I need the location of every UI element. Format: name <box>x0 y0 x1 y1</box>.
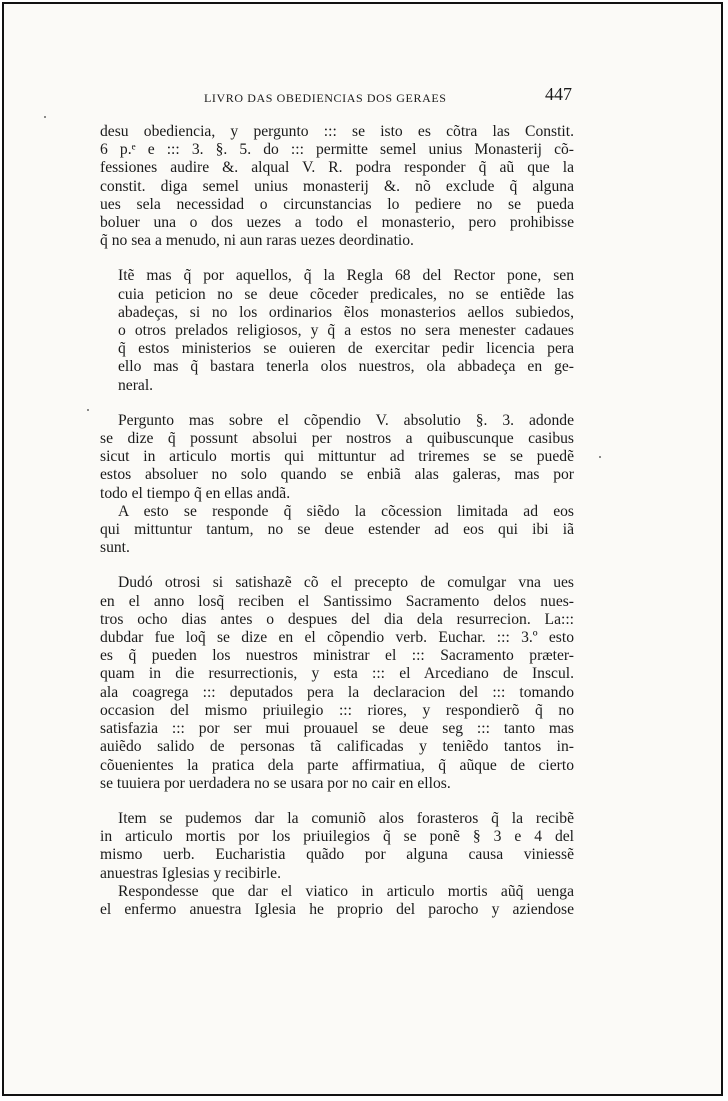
text-line: ello mas q̃ bastara tenerla olos nuestros, ola abbadeça en ge- <box>118 358 574 376</box>
text-line: estos absoluer no solo quando se enbiã alas galeras, mas por <box>100 466 574 484</box>
margin-speck <box>87 409 89 411</box>
book-page <box>100 84 574 919</box>
body-text <box>100 123 574 919</box>
margin-speck <box>599 456 601 458</box>
text-line: boluer una o dos uezes a todo el monasterio, pero prohibisse <box>100 214 574 232</box>
text-line: sicut in articulo mortis qui mittuntur ad triremes se se puedẽ <box>100 448 574 466</box>
margin-speck <box>44 116 46 118</box>
text-line: tros ocho dias antes o despues del dia dela resurrecion. La::: <box>100 610 574 628</box>
paragraph-1 <box>100 123 574 250</box>
text-line: cuia peticion no se deue cõceder predicales, no se entiẽde las <box>118 285 574 303</box>
running-title: LIVRO DAS OBEDIENCIAS DOS GERAES <box>204 91 447 105</box>
paragraph-6 <box>100 810 574 883</box>
text-line: o otros prelados religiosos, y q̃ a estos no sera menester cadaues <box>118 322 574 340</box>
text-line: A esto se responde q̃ siẽdo la cõcession limitada ad eos <box>118 502 574 520</box>
text-line: Item se pudemos dar la comuniõ alos forasteros q̃ la recibẽ <box>118 809 574 827</box>
paragraph-2 <box>100 267 574 394</box>
text-line: todo el tiempo q̃ en ellas andã. <box>100 484 291 502</box>
text-line: satisfazia ::: por ser mui prouauel se deue seg ::: tanto mas <box>100 720 574 738</box>
text-line: in articulo mortis por los priuilegios q̃ se ponẽ § 3 e 4 del <box>100 828 574 846</box>
text-line: cõuenientes la pratica dela parte affirmatiua, q̃ aũque de cierto <box>100 756 574 774</box>
paragraph-5 <box>100 574 574 792</box>
text-line: auiẽdo salido de personas tã calificadas y teniẽdo tantos in- <box>100 738 574 756</box>
text-line: se dize q̃ possunt absolui per nostros a quibuscunque casibus <box>100 430 574 448</box>
page-number: 447 <box>545 84 572 104</box>
running-head <box>100 84 574 108</box>
text-line: dubdar fue loq̃ se dize en el cõpendio verb. Euchar. ::: 3.º esto <box>100 629 574 647</box>
text-line: desu obediencia, y pergunto ::: se isto es cõtra las Constit. <box>100 123 574 140</box>
text-line: es q̃ pueden los nuestros ministrar el ::: Sacramento præter- <box>100 647 574 665</box>
text-line: Respondesse que dar el viatico in articulo mortis aũq̃ uenga <box>118 882 574 900</box>
text-line: Itẽ mas q̃ por aquellos, q̃ la Regla 68 del Rector pone, sen <box>118 267 574 285</box>
paragraph-4 <box>100 503 574 558</box>
text-line: 6 p.ᵉ e ::: 3. §. 5. do ::: permitte semel unius Monasterij cõ- <box>100 141 574 159</box>
text-line: neral. <box>118 376 154 394</box>
paragraph-3 <box>100 412 574 503</box>
paragraph-7 <box>100 883 574 919</box>
text-line: occasion del mismo priuilegio ::: riores, y respondierõ q̃ no <box>100 701 574 719</box>
text-line: qui mittuntur tantum, no se deue estender ad eos qui ibi iã <box>100 521 574 539</box>
text-line: fessiones audire &. alqual V. R. podra responder q̃ aũ que la <box>100 159 574 177</box>
text-line: Dudó otrosi si satishazẽ cõ el precepto de comulgar vna ues <box>118 574 574 592</box>
text-line: Pergunto mas sobre el cõpendio V. absolutio §. 3. adonde <box>118 411 574 429</box>
text-line: mismo uerb. Eucharistia quãdo por alguna causa viniessẽ <box>100 846 574 864</box>
text-line: constit. diga semel unius monasterij &. nõ exclude q̃ alguna <box>100 177 574 195</box>
text-line: sunt. <box>100 539 130 557</box>
text-line: q̃ estos ministerios se ouieren de exercitar pedir licencia pera <box>118 340 574 358</box>
text-line: en el anno losq̃ reciben el Santissimo Sacramento delos nues- <box>100 592 574 610</box>
text-line: abadeças, si no los ordinarios ẽlos monasterios aellos subiedos, <box>118 303 574 321</box>
text-line: se tuuiera por uerdadera no se usara por no cair en ellos. <box>100 774 451 792</box>
text-line: el enfermo anuestra Iglesia he proprio del parocho y aziendose <box>100 900 574 918</box>
text-line: anuestras Iglesias y recibirle. <box>100 864 281 882</box>
text-line: quam in die resurrectionis, y esta ::: el Arcediano de Inscul. <box>100 665 574 683</box>
text-line: ala coagrega ::: deputados pera la declaracion del ::: tomando <box>100 683 574 701</box>
text-line: q̃ no sea a menudo, ni aun raras uezes deordinatio. <box>100 232 414 250</box>
text-line: ues sela necessidad o circunstancias lo pediere no se pueda <box>100 195 574 213</box>
